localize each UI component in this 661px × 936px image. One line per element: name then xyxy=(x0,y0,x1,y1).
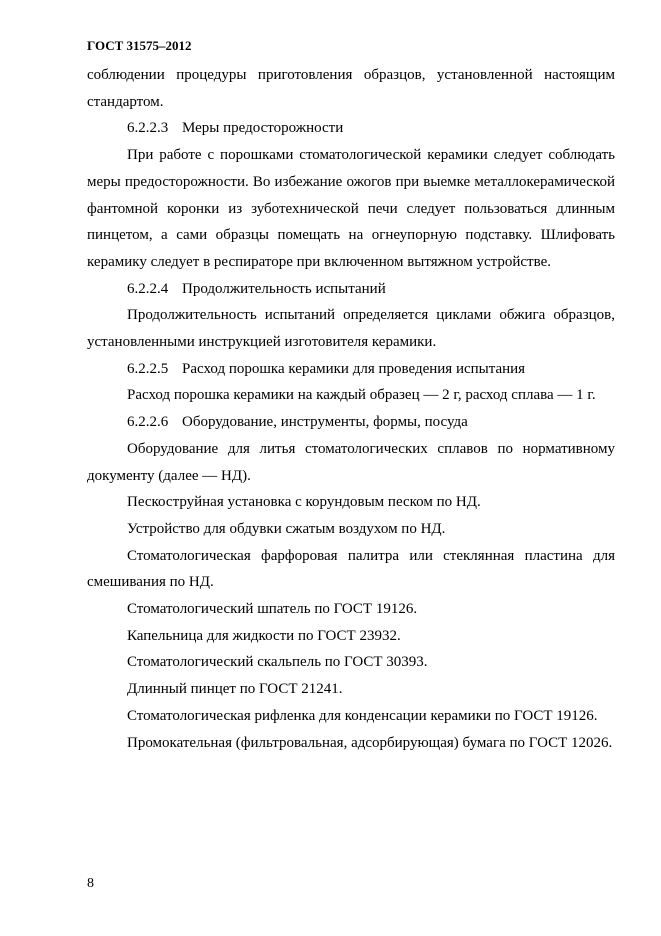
list-item: Стоматологический шпатель по ГОСТ 19126. xyxy=(127,601,418,618)
section-heading-6-2-2-3 xyxy=(87,115,615,142)
paragraph: Продолжительность испытаний определяется циклами обжига образцов, установленными инструкцией изготовителя керамики. xyxy=(87,307,615,351)
list-item: Промокательная (фильтровальная, адсорбирующая) бумага по ГОСТ 12026. xyxy=(127,734,613,751)
list-item: Стоматологическая фарфоровая палитра или стеклянная пластина для смешивания по НД. xyxy=(87,547,615,591)
list-item: Стоматологическая рифленка для конденсации керамики по ГОСТ 19126. xyxy=(127,707,598,724)
list-item: Оборудование для литья стоматологических сплавов по нормативному документу (далее — НД). xyxy=(87,440,615,484)
list-item: Длинный пинцет по ГОСТ 21241. xyxy=(127,681,343,698)
section-number: 6.2.2.6 xyxy=(127,414,169,431)
section-number: 6.2.2.4 xyxy=(127,280,169,297)
paragraph: соблюдении процедуры приготовления образцов, установленной настоящим стандартом. xyxy=(87,67,615,110)
paragraph: При работе с порошками стоматологической керамики следует соблюдать меры предосторожности. Во избежание ожогов при выемке металлокерамической фантомной коронки из зуботехнической печи следует пользоваться длинным пинцетом, а сами образцы помещать на огнеупорную подставку. Шлифовать керамику следует в респираторе при включенном вытяжном устройстве. xyxy=(87,147,615,270)
page-number: 8 xyxy=(87,876,94,891)
section-heading-6-2-2-4 xyxy=(87,276,615,303)
list-item: Пескоструйная установка с корундовым песком по НД. xyxy=(127,494,481,511)
section-title: Расход порошка керамики для проведения испытания xyxy=(182,360,526,377)
list-item: Капельница для жидкости по ГОСТ 23932. xyxy=(127,627,401,644)
section-title: Оборудование, инструменты, формы, посуда xyxy=(182,414,468,431)
section-heading-6-2-2-5 xyxy=(87,356,615,383)
list-item: Стоматологический скальпель по ГОСТ 30393. xyxy=(127,654,428,671)
paragraph: Расход порошка керамики на каждый образец — 2 г, расход сплава — 1 г. xyxy=(127,387,596,404)
document-body xyxy=(87,62,615,756)
section-number: 6.2.2.5 xyxy=(127,360,169,377)
section-title: Продолжительность испытаний xyxy=(182,280,386,297)
document-header: ГОСТ 31575–2012 xyxy=(87,38,192,53)
section-title: Меры предосторожности xyxy=(182,120,344,137)
section-number: 6.2.2.3 xyxy=(127,120,169,137)
list-item: Устройство для обдувки сжатым воздухом по НД. xyxy=(127,520,446,537)
section-heading-6-2-2-6 xyxy=(87,409,615,436)
